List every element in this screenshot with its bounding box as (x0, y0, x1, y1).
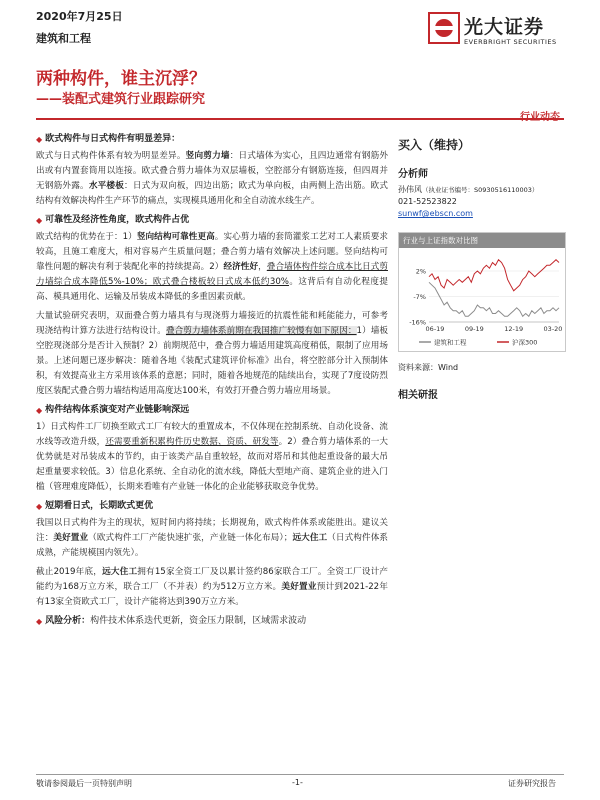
related-reports-heading: 相关研报 (398, 390, 438, 401)
page-number: -1- (292, 778, 303, 787)
risk-text: 构件技术体系迭代更新，资金压力限制，区域需求波动 (90, 616, 307, 626)
series-line (429, 282, 559, 316)
chart-source: 资料来源：Wind (398, 363, 459, 372)
series-line (429, 260, 559, 291)
y-tick-label: -16% (409, 318, 426, 327)
y-tick-label: -7% (413, 293, 426, 301)
x-tick-label: 03-20 (543, 325, 563, 333)
footer-divider (36, 774, 564, 775)
comparison-chart (398, 232, 566, 352)
analyst-phone: 021-52523822 (398, 197, 457, 206)
paragraph: 1）日式构件工厂切换至欧式工厂有较大的重置成本，不仅体现在控制系统、自动化设备、流水线等改造升级，还需要重新积累构件历史数据、资质、研发等。2）叠合剪力墙体系的一大优势就是对吊装成本的节约，由于该类产品自重较轻，故而对塔吊和其他起重设备的最大吊起重量要求较低。3）信息化系统、全自动化的流水线，降低大型地产商、建筑企业的进入门槛（管理难度降低），长期来看唯有产业链一体化的企业能够获取竞争优势。 (36, 422, 388, 492)
x-tick-label: 09-19 (464, 325, 484, 333)
page-title: 两种构件，谁主沉浮？ (36, 69, 206, 89)
sidebar (398, 136, 564, 220)
report-date: 2020年7月25日 (36, 10, 123, 23)
section-heading: ◆ 短期看日式，长期欧式更优 (36, 499, 388, 514)
legend-label: 建筑和工程 (434, 338, 467, 347)
title-divider (36, 118, 564, 120)
section-heading: ◆ 欧式构件与日式构件有明显差异： (36, 132, 388, 147)
analyst-line (398, 184, 564, 196)
section-heading: ◆ 可靠性及经济性角度，欧式构件占优 (36, 213, 388, 228)
diamond-icon: ◆ (36, 502, 43, 511)
section-heading: ◆ 风险分析： 构件技术体系迭代更新，资金压力限制，区域需求波动 (36, 614, 388, 629)
analyst-name: 孙伟风 (398, 185, 422, 194)
logo-mark-icon (428, 12, 460, 44)
company-logo (428, 10, 568, 54)
diamond-icon: ◆ (36, 617, 43, 626)
x-tick-label: 06-19 (425, 325, 445, 333)
analyst-license: （执业证书编号：S0930516110003） (422, 186, 539, 194)
footer-label: 证券研究报告 (508, 779, 556, 788)
diamond-icon: ◆ (36, 135, 43, 144)
section-heading: ◆ 构件结构体系演变对产业链影响深远 (36, 403, 388, 418)
diamond-icon: ◆ (36, 216, 43, 225)
paragraph: 我国以日式构件为主的现状，短时间内将持续；长期视角，欧式构件体系或能胜出。建议关注：美好置业（欧式构件工厂产能快速扩张，产业链一体化布局）；远大住工（日式构件体系成熟，产能规模国内领先）。 (36, 518, 388, 558)
page-subtitle: ——装配式建筑行业跟踪研究 (36, 92, 206, 107)
x-tick-label: 12-19 (504, 325, 524, 333)
paragraph: 大量试验研究表明，双面叠合剪力墙具有与现浇剪力墙接近的抗震性能和耗能能力，可参考现浇结构计算方法进行结构设计。叠合剪力墙体系前期在我国推广较慢有如下原因：1）墙板空腔现浇部分是否计入预制？2）前期规范中，叠合剪力墙适用建筑高度稍低，限制了应用场景。上述问题已逐步解决：随着各地《装配式建筑评价标准》出台，将空腔部分计入预制体积，有效提高业主方采用该体系的意愿；同时，随着各地规范的陆续出台，实现了7度设防烈度区装配式叠合剪力墙结构适用高度达100米，有效打开叠合剪力墙应用场景。 (36, 311, 388, 396)
footer-disclaimer: 敬请参阅最后一页特别声明 (36, 779, 132, 788)
paragraph: 截止2019年底，远大住工拥有15家全资工厂及以累计签约86家联合工厂。全资工厂设计产能约为168万立方米，联合工厂（不并表）约为512万立方米。美好置业预计到2021-22年有13家全资欧式工厂，设计产能将达到390万立方米。 (36, 567, 388, 607)
logo-english: EVERBRIGHT SECURITIES (464, 38, 557, 46)
chart-title: 行业与上证指数对比图 (399, 233, 565, 248)
diamond-icon: ◆ (36, 406, 43, 415)
report-type-tag (520, 108, 560, 123)
analyst-email[interactable]: sunwf@ebscn.com (398, 209, 473, 218)
paragraph: 欧式与日式构件体系有较为明显差异。竖向剪力墙：日式墙体为实心，且四边通常有钢筋外出或有内置套筒用以连接。欧式叠合剪力墙体为双层墙板，空腔部分有钢筋连接，但四周并无钢筋外露。水平楼板：日式为双向板，四边出筋；欧式为单向板，由两侧上浩出筋。欧式结构有效解决构件生产环节的痛点，实现模具通用化和全自动流水线生产。 (36, 151, 388, 206)
chart-plot (399, 248, 565, 351)
legend-label: 沪深300 (512, 338, 538, 347)
main-column (36, 128, 388, 631)
sector-label: 建筑和工程 (36, 32, 91, 45)
analyst-heading: 分析师 (398, 169, 428, 180)
rating: 买入（维持） (398, 138, 471, 152)
logo-text: 光大证券 (464, 16, 545, 38)
y-tick-label: 2% (415, 267, 426, 276)
paragraph: 欧式结构的优势在于：1）竖向结构可靠性更高。实心剪力墙的套筒灌浆工艺对工人素质要求较高，且施工难度大，相对容易产生质量问题；叠合剪力墙有效解决上述问题。竖向结构可靠性问题的解决有利于装配化率的持续提高。2）经济性好，叠合墙体构件综合成本比日式剪力墙综合成本降低5%-10%；欧式叠合楼板较日式成本低约30%。这背后有自动化程度提高、模具通用化、运输及吊装成本降低的多重因素贡献。 (36, 232, 388, 302)
